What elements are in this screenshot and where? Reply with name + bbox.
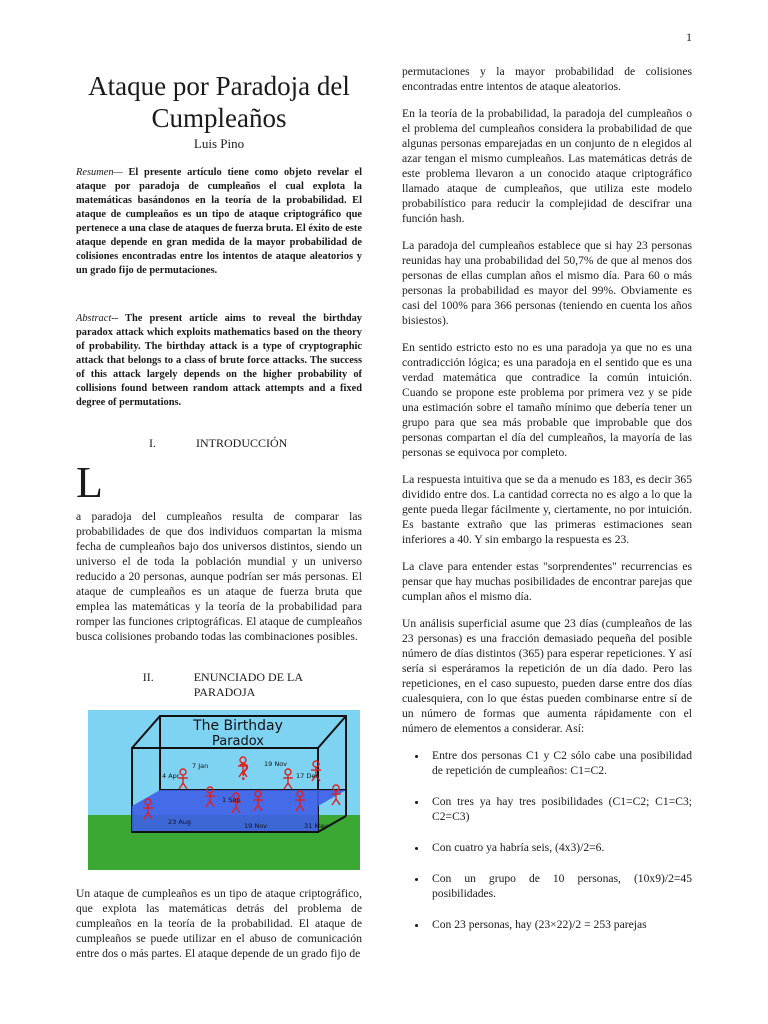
body-paragraph: La paradoja del cumpleaños establece que si hay 23 personas reunidas hay una probabilidad del 50,7% de que al menos dos personas de ellas cumplan años el mismo día. Para 60 o más personas la probabilidad es mayor del 99%. Obviamente es casi del 100% para 366 personas (teniendo en cuenta los años bisiestos).: [402, 239, 692, 327]
figure-question-mark: ?: [238, 761, 250, 786]
section-heading-introduccion: [76, 436, 362, 451]
bullet-item: • Con cuatro ya habría seis, (4x3)/2=6.: [428, 840, 692, 855]
left-paragraph-after-figure: Un ataque de cumpleaños es un tipo de ataque criptográfico, que explota las matemáticas detrás del problema de cumpleaños en la teoría de la probabilidad. El ataque de cumpleaños se puede utilizar en el abuso de comunicación entre dos o más partes. El ataque depende de un grado fijo de: [76, 887, 362, 960]
abstract-block: [76, 312, 362, 410]
bullet-item: • Con un grupo de 10 personas, (10x9)/2=45 posibilidades.: [428, 871, 692, 901]
figure-date-label: 17 Dec: [296, 772, 319, 780]
figure-date-label: 19 Nov: [264, 760, 288, 768]
section-title: ENUNCIADO DE LA PARADOJA: [193, 670, 303, 699]
title-line-2: Cumpleaños: [151, 103, 287, 133]
abstract-text: The present article aims to reveal the birthday paradox attack which exploits mathematics based on the theory of probability. The birthday attack is a type of cryptographic attack that belongs to a class of brute force attacks. The success of this attack largely depends on the higher probability of collisions found between random attack attempts and a fixed degree of permutations.: [76, 313, 362, 408]
figure-date-label: 4 Apr: [162, 772, 180, 780]
abstract-label: Abstract--: [76, 313, 119, 324]
page-number: 1: [686, 30, 692, 44]
figure-title-line-1: The Birthday: [193, 718, 283, 734]
figure-date-label: 23 Aug: [168, 818, 192, 826]
body-paragraph: permutaciones y la mayor probabilidad de colisiones encontradas entre intentos de ataque aleatorios.: [402, 65, 692, 93]
figure-date-label: 19 Nov: [244, 822, 268, 830]
bullet-item: • Con 23 personas, hay (23×22)/2 = 253 parejas: [428, 917, 692, 932]
author: Luis Pino: [193, 136, 245, 151]
section-title: INTRODUCCIÓN: [196, 436, 288, 450]
resumen-block: [76, 166, 362, 278]
birthday-paradox-figure: [88, 710, 360, 870]
bullet-list: [402, 748, 692, 932]
section-heading-enunciado: [76, 670, 362, 700]
paper-title: [76, 70, 362, 134]
intro-paragraph: a paradoja del cumpleaños resulta de comparar las probabilidades de que dos individuos compartan la misma fecha de cumpleaños bajo dos universos distintos, siendo un universo el de toda la población mundial y un universo reducido a 20 personas, aunque podrían ser más personas. El ataque de cumpleaños es un ataque de fuerza bruta que emplea las matemáticas y la teoría de la probabilidad para romper las funciones criptográficas. El ataque de cumpleaños busca colisiones probando todas las combinaciones posibles.: [76, 510, 362, 643]
drop-cap: L: [76, 458, 103, 507]
section-number: I.: [149, 436, 156, 450]
body-paragraph: La respuesta intuitiva que se da a menudo es 183, es decir 365 dividido entre dos. La cantidad correcta no es algo a lo que la gente pueda llegar fácilmente y, ciertamente, no por intuición. Es bastante extraño que las primeras estimaciones sean inferiores a 40. Y sin embargo la respuesta es 23.: [402, 473, 692, 546]
resumen-label: Resumen—: [76, 167, 123, 178]
body-paragraph: Un análisis superficial asume que 23 días (cumpleaños de las 23 personas) es una fracción demasiado pequeña del posible número de días distintos (365) para esperar repeticiones. Y así sería si esperáramos la repetición de un día dado. Pero las repeticiones, en el caso supuesto, pueden darse entre dos días cualesquiera, con lo que éstas pueden combinarse entre sí de un número de formas que aumenta rápidamente con el número de elementos a considerar. Así:: [402, 617, 692, 735]
figure-date-label: 31 May: [304, 822, 328, 830]
body-paragraph: En sentido estricto esto no es una paradoja ya que no es una contradicción lógica; es una paradoja en el sentido que es una verdad matemática que contradice la común intuición. Cuando se propone este problema por primera vez y se pide una estimación sobre el tamaño mínimo que debería tener un grupo para que sea más probable que improbable que dos personas compartan el día del cumpleaños, la mayoría de las personas se equivoca por completo.: [402, 341, 692, 459]
body-paragraph: En la teoría de la probabilidad, la paradoja del cumpleaños o el problema del cumpleaños considera la probabilidad de que algunas personas emparejadas en un conjunto de n elegidos al azar tengan el mismo cumpleaños. Las matemáticas detrás de este problema llevaron a un conocido ataque criptográfico llamado ataque de cumpleaños, que utiliza este modelo probabilístico para reducir la complejidad de descifrar una función hash.: [402, 107, 692, 225]
body-paragraph: La clave para entender estas "sorprendentes" recurrencias es pensar que hay muchas posibilidades de encontrar parejas que cumplan años el mismo día.: [402, 560, 692, 603]
bullet-item: • Entre dos personas C1 y C2 sólo cabe una posibilidad de repetición de cumpleaños: C1=C2.: [428, 748, 692, 778]
figure-title-line-2: Paradox: [211, 734, 265, 749]
figure-date-label: 7 Jan: [192, 762, 209, 770]
right-column: [402, 64, 692, 948]
section-number: II.: [142, 670, 154, 684]
bullet-item: • Con tres ya hay tres posibilidades (C1=C2; C1=C3; C2=C3): [428, 794, 692, 824]
title-line-1: Ataque por Paradoja del: [88, 71, 350, 101]
figure-date-label: 1 Sep: [222, 796, 241, 804]
left-column: [76, 64, 362, 973]
resumen-text: El presente artículo tiene como objeto revelar el ataque por paradoja de cumpleaños el cual explota la matemáticas basándonos en la teoría de la probabilidad. El ataque de cumpleaños es un tipo de ataque criptográfico que pertenece a una clase de ataques de fuerza bruta. El éxito de este ataque depende en gran medida de la mayor probabilidad de colisiones encontradas entre los intentos de ataque aleatorios y un grado fijo de permutaciones.: [76, 167, 362, 276]
